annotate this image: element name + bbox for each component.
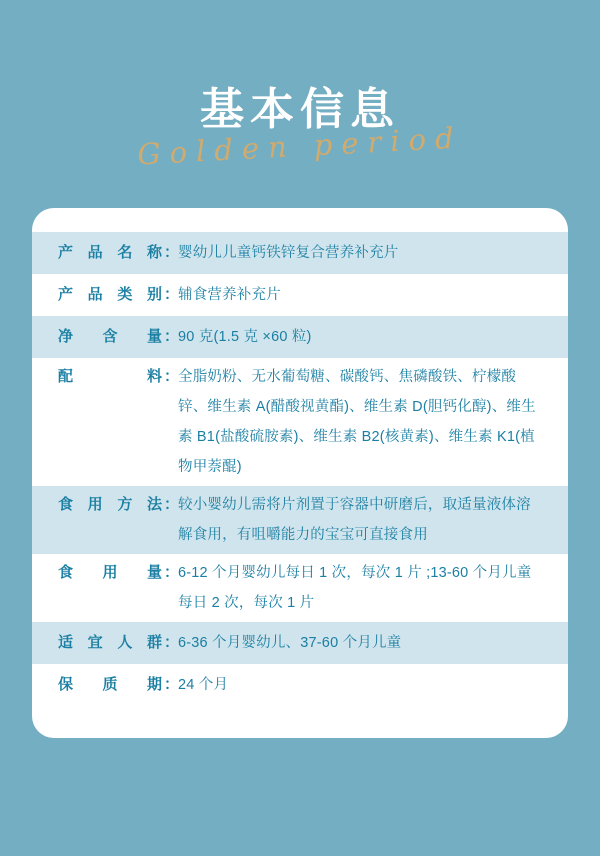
row-colon: ： bbox=[164, 368, 180, 385]
row-value: 辅食营养补充片 bbox=[178, 287, 281, 303]
table-row bbox=[32, 486, 568, 554]
row-value: 24 个月 bbox=[178, 677, 229, 693]
row-colon: ： bbox=[164, 496, 180, 513]
page-header bbox=[0, 0, 600, 190]
row-value: 婴幼儿儿童钙铁锌复合营养补充片 bbox=[178, 245, 399, 261]
table-row bbox=[32, 554, 568, 622]
row-value: 6-12 个月婴幼儿每日 1 次，每次 1 片 ;13-60 个月儿童每日 2 次，每次 1 片 bbox=[178, 565, 532, 611]
info-card bbox=[32, 208, 568, 738]
table-row bbox=[32, 664, 568, 706]
row-label: 适宜人群 bbox=[58, 634, 162, 651]
table-row bbox=[32, 232, 568, 274]
footer-spacer bbox=[0, 740, 600, 856]
row-colon: ： bbox=[164, 634, 180, 651]
row-colon: ： bbox=[164, 328, 180, 345]
row-colon: ： bbox=[164, 564, 180, 581]
table-row bbox=[32, 274, 568, 316]
row-colon: ： bbox=[164, 286, 180, 303]
table-row bbox=[32, 358, 568, 486]
row-label: 产品名称 bbox=[58, 244, 162, 261]
row-label: 食用方法 bbox=[58, 496, 162, 513]
row-label: 产品类别 bbox=[58, 286, 162, 303]
page-title: 基本信息 bbox=[200, 85, 400, 134]
row-value: 6-36 个月婴幼儿、37-60 个月儿童 bbox=[178, 635, 402, 651]
page-subtitle-script: Golden period bbox=[136, 120, 464, 172]
info-table bbox=[32, 232, 568, 706]
row-value: 全脂奶粉、无水葡萄糖、碳酸钙、焦磷酸铁、柠檬酸锌、维生素 A(醋酸视黄酯)、维生素 D(胆钙化醇)、维生素 B1(盐酸硫胺素)、维生素 B2(核黄素)、维生素 K1(植物甲萘醌) bbox=[178, 369, 536, 475]
row-label: 保 质 期 bbox=[58, 676, 162, 693]
row-colon: ： bbox=[164, 244, 180, 261]
row-label: 食 用 量 bbox=[58, 564, 162, 581]
row-value: 90 克(1.5 克 ×60 粒) bbox=[178, 329, 312, 345]
row-colon: ： bbox=[164, 676, 180, 693]
row-label: 净 含 量 bbox=[58, 328, 162, 345]
table-row bbox=[32, 622, 568, 664]
row-label: 配 料 bbox=[58, 368, 162, 385]
row-value: 较小婴幼儿需将片剂置于容器中研磨后，取适量液体溶解食用，有咀嚼能力的宝宝可直接食用 bbox=[178, 497, 531, 543]
table-row bbox=[32, 316, 568, 358]
